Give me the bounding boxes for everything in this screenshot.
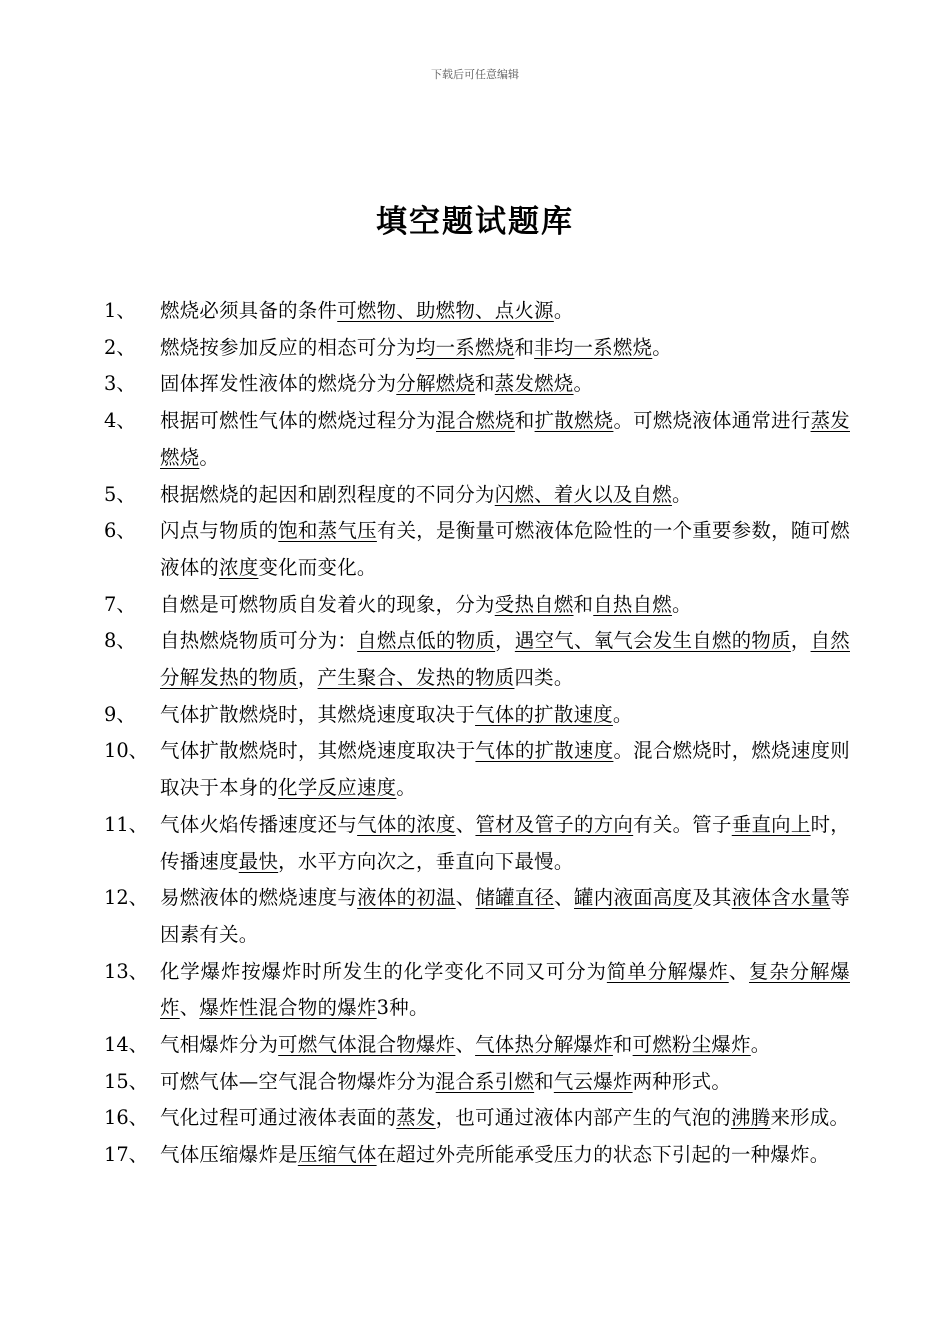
question-text	[160, 477, 850, 514]
question-segment: 闪点与物质的	[160, 519, 279, 543]
question-item	[104, 1137, 850, 1174]
question-item	[104, 1027, 850, 1064]
question-segment: 气体扩散燃烧时，其燃烧速度取决于	[160, 739, 476, 763]
question-segment: 等因素有关。	[160, 886, 851, 946]
question-segment: 有关。管子	[633, 812, 732, 836]
answer-blank: 罐内液面高度	[574, 886, 693, 910]
answer-blank: 可燃粉尘爆炸	[632, 1033, 751, 1057]
question-segment: ，也可通过液体内部产生的气泡的	[435, 1106, 732, 1130]
question-text	[160, 1100, 850, 1137]
answer-blank: 复杂分解爆炸	[160, 959, 850, 1020]
answer-blank: 非均一系燃烧	[534, 335, 653, 359]
question-item	[104, 697, 850, 734]
answer-blank: 储罐直径	[475, 886, 555, 910]
question-list	[104, 293, 850, 1174]
answer-blank: 混合系引燃	[435, 1069, 535, 1093]
question-text	[160, 807, 850, 880]
question-segment: 有关，是衡量可燃液体危险性的一个重要参数，随可燃液体的	[160, 519, 850, 579]
question-item	[104, 513, 850, 586]
question-segment: 。	[671, 482, 692, 506]
answer-blank: 最快	[238, 849, 279, 873]
question-segment: 。可燃烧液体通常进行	[613, 409, 811, 433]
question-number: 5、	[104, 482, 136, 506]
question-segment: 3种。	[376, 996, 429, 1020]
answer-blank: 可燃物、助燃物、点火源	[337, 299, 554, 322]
question-text	[160, 330, 850, 367]
answer-blank: 蒸发燃烧	[494, 372, 574, 396]
question-number: 15、	[104, 1069, 149, 1093]
question-text	[160, 954, 850, 1027]
question-segment: 和	[573, 592, 594, 616]
question-item	[104, 1100, 850, 1137]
question-segment: 气化过程可通过液体表面的	[160, 1106, 397, 1130]
question-segment: 在超过外壳所能承受压力的状态下引起的一种爆炸。	[376, 1143, 830, 1167]
question-number: 9、	[104, 702, 136, 726]
question-segment: 。	[652, 335, 672, 359]
question-segment: 时，传播速度	[160, 812, 850, 873]
question-segment: 和	[612, 1033, 633, 1057]
question-segment: 及其	[692, 886, 732, 910]
question-segment: 自热燃烧物质可分为：	[160, 629, 358, 653]
question-segment: ，水平方向次之，垂直向下最慢。	[278, 849, 574, 873]
answer-blank: 自燃点低的物质	[357, 629, 496, 653]
answer-blank: 液体的初温	[357, 886, 456, 910]
question-text	[160, 366, 850, 403]
question-segment: 。	[671, 592, 692, 616]
answer-blank: 简单分解爆炸	[606, 959, 729, 983]
question-number: 7、	[104, 592, 136, 616]
question-segment: 气体扩散燃烧时，其燃烧速度取决于	[160, 702, 476, 726]
answer-blank: 液体含水量	[731, 886, 831, 910]
question-number: 16、	[104, 1106, 149, 1130]
question-number: 10、	[104, 739, 149, 763]
question-segment: 气相爆炸分为	[160, 1033, 279, 1057]
question-item	[104, 330, 850, 367]
question-segment: 和	[534, 1069, 554, 1093]
question-text	[160, 1064, 850, 1101]
question-number: 3、	[104, 372, 136, 396]
question-segment: 、	[728, 959, 750, 983]
question-segment: 化学爆炸按爆炸时所发生的化学变化不同又可分为	[160, 959, 607, 983]
question-item	[104, 1064, 850, 1101]
question-item	[104, 880, 850, 953]
question-segment: 、	[455, 886, 476, 910]
question-segment: 可燃气体—空气混合物爆炸分为	[160, 1069, 436, 1093]
question-segment: 、	[455, 1033, 476, 1057]
question-segment: ，	[297, 666, 318, 690]
question-text	[160, 1137, 850, 1174]
answer-blank: 受热自燃	[494, 592, 574, 616]
answer-blank: 蒸发燃烧	[160, 409, 850, 469]
question-item	[104, 623, 850, 696]
question-segment: 。	[553, 299, 574, 322]
question-segment: 。混合燃烧时，燃烧速度则取决于本身的	[160, 739, 850, 800]
question-number: 6、	[104, 519, 136, 543]
question-text	[160, 587, 850, 624]
question-segment: 根据可燃性气体的燃烧过程分为	[160, 409, 436, 433]
question-segment: 。	[750, 1033, 771, 1057]
question-number: 4、	[104, 409, 136, 433]
question-segment: 燃烧按参加反应的相态可分为	[160, 335, 416, 359]
answer-blank: 自热自燃	[593, 592, 672, 616]
answer-blank: 气体热分解爆炸	[475, 1033, 613, 1057]
answer-blank: 管材及管子的方向	[475, 812, 634, 836]
question-segment: 气体压缩爆炸是	[160, 1143, 298, 1167]
answer-blank: 饱和蒸气压	[278, 519, 377, 543]
answer-blank: 压缩气体	[297, 1143, 377, 1167]
question-segment: 和	[475, 372, 495, 396]
question-number: 11、	[104, 812, 149, 836]
answer-blank: 沸腾	[731, 1106, 771, 1130]
question-segment: 、	[554, 886, 575, 910]
answer-blank: 垂直向上	[731, 812, 811, 836]
answer-blank: 均一系燃烧	[415, 335, 515, 359]
question-text	[160, 623, 850, 696]
question-segment: 变化而变化。	[258, 555, 377, 579]
question-item	[104, 477, 850, 514]
question-number: 13、	[104, 959, 149, 983]
question-segment: 、	[179, 996, 200, 1020]
question-segment: 和	[514, 409, 535, 433]
answer-blank: 气体的扩散速度	[475, 702, 613, 726]
question-segment: 两种形式。	[632, 1069, 732, 1093]
question-text	[160, 1027, 850, 1064]
question-segment: 气体火焰传播速度还与	[160, 812, 358, 836]
question-text	[160, 513, 850, 586]
question-segment: 来形成。	[770, 1106, 850, 1130]
answer-blank: 产生聚合、发热的物质	[317, 666, 515, 690]
question-segment: 易燃液体的燃烧速度与	[160, 886, 358, 910]
question-number: 1、	[104, 299, 136, 322]
question-item	[104, 403, 850, 476]
answer-blank: 气体的浓度	[357, 812, 456, 836]
answer-blank: 气体的扩散速度	[475, 739, 614, 763]
question-segment: 四类。	[514, 666, 574, 690]
question-item	[104, 733, 850, 806]
question-number: 12、	[104, 886, 149, 910]
question-number: 17、	[104, 1143, 149, 1167]
question-segment: 。	[199, 445, 220, 469]
answer-blank: 爆炸性混合物的爆炸	[199, 996, 377, 1020]
question-segment: 燃烧必须具备的条件	[160, 299, 338, 322]
answer-blank: 浓度	[219, 555, 259, 579]
question-text	[160, 293, 850, 330]
question-item	[104, 587, 850, 624]
question-item	[104, 807, 850, 880]
header-note: 下载后可任意编辑	[431, 68, 519, 81]
answer-blank: 分解燃烧	[396, 372, 476, 396]
question-segment: 。	[396, 776, 417, 800]
answer-blank: 气云爆炸	[553, 1069, 633, 1093]
answer-blank: 扩散燃烧	[534, 409, 614, 433]
answer-blank: 蒸发	[396, 1106, 436, 1130]
question-segment: ，	[790, 629, 811, 653]
question-segment: ，	[495, 629, 515, 653]
question-item	[104, 954, 850, 1027]
answer-blank: 可燃气体混合物爆炸	[278, 1033, 456, 1057]
answer-blank: 化学反应速度	[278, 776, 397, 800]
question-item	[104, 366, 850, 403]
question-number: 14、	[104, 1033, 149, 1057]
question-segment: 、	[455, 812, 476, 836]
question-segment: 。	[573, 372, 594, 396]
question-segment: 固体挥发性液体的燃烧分为	[160, 372, 397, 396]
question-number: 8、	[104, 629, 136, 653]
answer-blank: 自然分解发热的物质	[160, 629, 850, 690]
answer-blank: 混合燃烧	[436, 409, 515, 433]
answer-blank: 遇空气、氧气会发生自燃的物质	[514, 629, 791, 653]
page-title: 填空题试题库	[376, 204, 574, 240]
question-segment: 自燃是可燃物质自发着火的现象，分为	[160, 592, 495, 616]
question-segment: 根据燃烧的起因和剧烈程度的不同分为	[160, 482, 495, 506]
question-text	[160, 733, 850, 806]
question-item	[104, 293, 850, 330]
answer-blank: 闪燃、着火以及自燃	[494, 482, 672, 506]
question-segment: 。	[612, 702, 633, 726]
question-text	[160, 880, 850, 953]
question-segment: 和	[514, 335, 535, 359]
question-number: 2、	[104, 335, 136, 359]
question-text	[160, 403, 850, 476]
question-text	[160, 697, 850, 734]
